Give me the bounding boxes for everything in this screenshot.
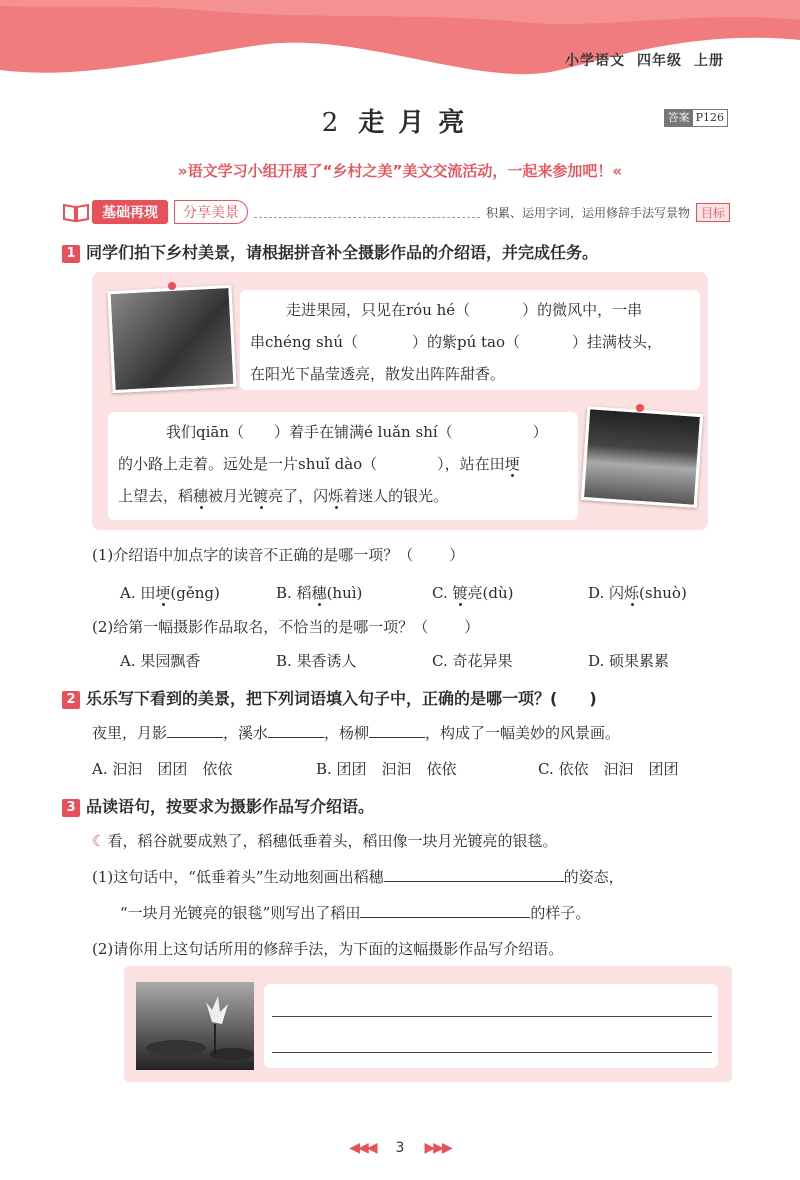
option-a[interactable] xyxy=(120,582,220,603)
option-b[interactable]: B. 团团 汩汩 依依 xyxy=(316,760,457,778)
goal-tag: 目标 xyxy=(696,203,730,222)
caption-2-line-1a: 我们qiān（ xyxy=(166,423,245,441)
intro-banner xyxy=(0,160,800,181)
sub-question-prompt: (2)给第一幅摄影作品取名，不恰当的是哪一项？（ xyxy=(92,618,429,636)
sentence-part: (1)这句话中，“低垂着头”生动地刻画出稻穗 xyxy=(92,868,384,886)
fill-blank[interactable] xyxy=(268,737,324,738)
question-number-badge: 3 xyxy=(62,799,80,817)
option-text: A. 田 xyxy=(120,584,156,602)
option-d[interactable]: D. 硕果累累 xyxy=(588,652,670,670)
sentence-part: ，溪水 xyxy=(223,724,269,742)
caption-1-line-3: 在阳光下晶莹透亮，散发出阵阵甜香。 xyxy=(250,365,506,383)
question-prompt: 品读语句，按要求为摄影作品写介绍语。 xyxy=(86,797,375,816)
option-c[interactable]: C. 奇花异果 xyxy=(432,652,513,670)
page-footer xyxy=(0,1140,800,1156)
fill-blank[interactable] xyxy=(360,917,530,918)
sentence-part: 的姿态， xyxy=(563,868,624,886)
intro-text: 语文学习小组开展了“乡村之美”美文交流活动，一起来参加吧！ xyxy=(187,162,613,180)
answer-tag: 答案 xyxy=(665,110,693,126)
sentence-part: 夜里，月影 xyxy=(92,724,168,742)
sub-question-2 xyxy=(92,616,479,637)
pin-icon xyxy=(636,404,644,412)
q3-sub-1b xyxy=(120,902,590,923)
question-prompt: 同学们拍下乡村美景，请根据拼音补全摄影作品的介绍语，并完成任务。 xyxy=(86,243,599,262)
intro-right-mark: « xyxy=(612,162,623,180)
dotted-char: 穗 xyxy=(311,584,327,602)
writing-area[interactable] xyxy=(264,984,718,1068)
goal-text: 积累、运用字词，运用修辞手法写景物 xyxy=(485,205,690,220)
q3-sub-1 xyxy=(92,866,624,887)
grade-text: 四年级 xyxy=(637,53,682,69)
caption-2-line-1c: ） xyxy=(532,423,548,441)
caption-2-line-3c: 被月光 xyxy=(208,487,254,505)
writing-line xyxy=(272,1016,712,1017)
sentence-part: ，杨柳 xyxy=(324,724,370,742)
caption-2-line-3e: 亮了，闪 xyxy=(268,487,329,505)
lesson-number: 2 xyxy=(321,108,353,138)
caption-2-line-1b: ）着手在铺满é luǎn shí（ xyxy=(274,423,453,441)
sentence-part: 的样子。 xyxy=(530,904,591,922)
crescent-icon: ☾ xyxy=(92,832,106,850)
sub-question-end: ） xyxy=(449,546,465,564)
option-text: (gěng) xyxy=(170,584,220,602)
lotus-icon xyxy=(136,982,254,1070)
lotus-photo xyxy=(136,982,254,1070)
sub-question-end: ） xyxy=(464,618,480,636)
section-label: 基础再现 xyxy=(92,200,168,224)
q3-quote xyxy=(92,830,557,851)
caption-1-line-2b: ）的紫pú tao（ xyxy=(412,333,521,351)
sentence-part: ，构成了一幅美妙的风景画。 xyxy=(425,724,621,742)
question-number-badge: 1 xyxy=(62,245,80,263)
caption-1-line-2c: ）挂满枝头， xyxy=(572,333,663,351)
section-header xyxy=(62,200,730,224)
caption-2-line-3a: 上望去，稻 xyxy=(118,487,194,505)
option-c[interactable] xyxy=(432,582,513,603)
question-number-badge: 2 xyxy=(62,691,80,709)
sentence-part: “一块月光镀亮的银毯”则写出了稻田 xyxy=(120,904,361,922)
option-a[interactable]: A. 汩汩 团团 依依 xyxy=(92,760,233,778)
answer-ref xyxy=(664,109,728,127)
answer-page: P126 xyxy=(695,111,724,124)
dotted-char: 埂 xyxy=(504,455,520,473)
dotted-char: 镀 xyxy=(452,584,468,602)
grape-photo xyxy=(107,285,236,393)
book-icon xyxy=(62,201,90,223)
option-a[interactable]: A. 果园飘香 xyxy=(120,652,201,670)
grade-label xyxy=(553,50,724,70)
rice-field-photo xyxy=(581,406,703,508)
question-2-heading xyxy=(62,686,597,709)
option-text: C. xyxy=(432,584,453,602)
option-text: D. 闪 xyxy=(588,584,625,602)
sub-question-prompt: (1)介绍语中加点字的读音不正确的是哪一项？（ xyxy=(92,546,414,564)
sub-question-prompt: (2)请你用上这句话所用的修辞手法，为下面的这幅摄影作品写介绍语。 xyxy=(92,940,564,958)
caption-1-line-2a: 串chéng shú（ xyxy=(250,333,358,351)
q2-sentence xyxy=(92,722,620,743)
pin-icon xyxy=(168,282,176,290)
quote-text: 看，稻谷就要成熟了，稻穗低垂着头，稻田像一块月光镀亮的银毯。 xyxy=(107,832,558,850)
dotted-char: 埂 xyxy=(155,584,171,602)
caption-2-line-2a: 的小路上走着。远处是一片shuǐ dào（ xyxy=(118,455,378,473)
option-b[interactable]: B. 果香诱人 xyxy=(276,652,357,670)
dotted-char: 镀 xyxy=(253,487,269,505)
question-3-heading xyxy=(62,794,374,817)
caption-2-text xyxy=(118,416,578,512)
question-prompt-end: ) xyxy=(589,689,597,708)
section-sub-label: 分享美景 xyxy=(174,200,248,224)
prev-arrows-icon: ◀◀◀ xyxy=(349,1140,376,1156)
caption-1-line-1b: ）的微风中，一串 xyxy=(522,301,643,319)
option-d[interactable] xyxy=(588,582,687,603)
page-number: 3 xyxy=(395,1140,405,1156)
fill-blank[interactable] xyxy=(369,737,425,738)
next-arrows-icon: ▶▶▶ xyxy=(424,1140,451,1156)
dotted-char: 烁 xyxy=(328,487,344,505)
option-text: 亮(dù) xyxy=(467,584,514,602)
question-prompt: 乐乐写下看到的美景，把下列词语填入句子中，正确的是哪一项？( xyxy=(86,689,558,708)
q3-sub-2 xyxy=(92,938,563,959)
dotted-char: 烁 xyxy=(624,584,640,602)
volume-text: 上册 xyxy=(694,53,724,69)
dotted-leader xyxy=(254,207,480,218)
caption-1-line-1a: 走进果园，只见在róu hé（ xyxy=(286,301,471,319)
option-c[interactable]: C. 依依 汩汩 团团 xyxy=(538,760,679,778)
intro-left-mark: » xyxy=(177,162,188,180)
writing-line xyxy=(272,1052,712,1053)
question-1-heading xyxy=(62,240,598,263)
dotted-char: 穗 xyxy=(193,487,209,505)
fill-blank[interactable] xyxy=(384,881,564,882)
option-text: (huì) xyxy=(326,584,363,602)
fill-blank[interactable] xyxy=(167,737,223,738)
option-text: B. 稻 xyxy=(276,584,312,602)
caption-2-line-3g: 着迷人的银光。 xyxy=(343,487,449,505)
option-text: (shuò) xyxy=(639,584,687,602)
lesson-title-text: 走月亮 xyxy=(358,108,479,138)
option-b[interactable] xyxy=(276,582,362,603)
caption-1-text xyxy=(250,294,700,390)
sub-question-1 xyxy=(92,544,464,565)
caption-2-line-2b: ），站在田 xyxy=(437,455,505,473)
subject-text: 小学语文 xyxy=(565,53,625,69)
